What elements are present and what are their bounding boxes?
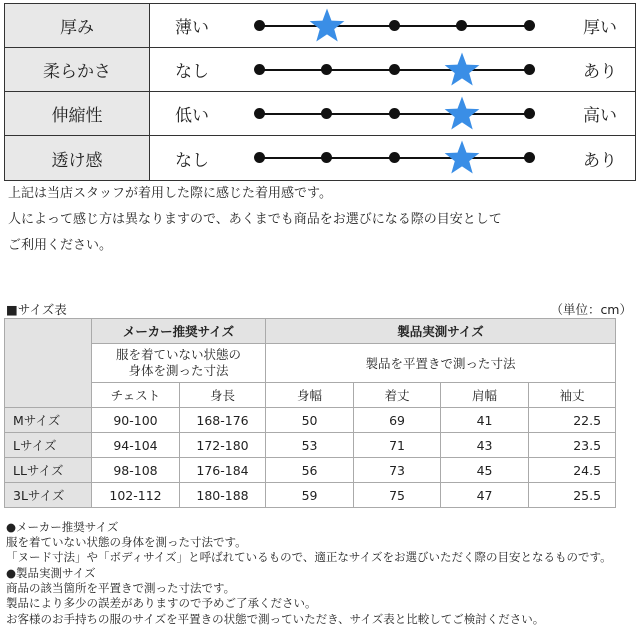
- texture-attribute-label: 柔らかさ: [5, 48, 150, 91]
- scale-dot: [389, 64, 400, 75]
- scale-min-label: なし: [175, 150, 209, 171]
- texture-chart: [4, 3, 636, 181]
- scale-dot: [254, 152, 265, 163]
- scale-dot: [524, 64, 535, 75]
- column-header: 肩幅: [441, 383, 529, 408]
- table-row: [5, 483, 616, 508]
- scale-max-label: 高い: [583, 106, 617, 126]
- texture-attribute-label: 透け感: [5, 136, 150, 180]
- scale-min-label: なし: [175, 62, 209, 82]
- footnote-line: 商品の該当箇所を平置きで測った寸法です。: [6, 581, 236, 595]
- footnote-line: 製品により多少の誤差がありますので予めご了承ください。: [6, 596, 317, 610]
- footnote-line: 「ヌード寸法」や「ボディサイズ」と呼ばれているもので、適正なサイズをお選びいただく際の目安となるものです。: [6, 550, 612, 564]
- scale-dot: [389, 108, 400, 119]
- star-marker-icon: [443, 95, 481, 133]
- size-table: [4, 318, 616, 508]
- scale-dot: [524, 108, 535, 119]
- footnote-heading: ●メーカー推奨サイズ: [6, 520, 119, 534]
- footnote-line: お客様のお手持ちの服のサイズを平置きの状態で測っていただき、サイズ表と比較してご検討ください。: [6, 612, 545, 626]
- shoulder-value: 41: [441, 408, 529, 433]
- column-header: 身長: [180, 383, 266, 408]
- column-header: チェスト: [92, 383, 180, 408]
- scale-dot: [456, 20, 467, 31]
- shoulder-value: 47: [441, 483, 529, 508]
- chest-value: 102-112: [92, 483, 180, 508]
- maker-size-description: 服を着ていない状態の身体を測った寸法: [92, 344, 266, 383]
- scale-dot: [321, 108, 332, 119]
- width-value: 50: [266, 408, 354, 433]
- length-value: 73: [354, 458, 441, 483]
- scale-max-label: あり: [583, 150, 617, 171]
- maker-size-header: メーカー推奨サイズ: [92, 319, 266, 344]
- length-value: 71: [354, 433, 441, 458]
- height-value: 180-188: [180, 483, 266, 508]
- scale-min-label: 薄い: [175, 18, 209, 38]
- actual-size-description: 製品を平置きで測った寸法: [266, 344, 616, 383]
- scale-dot: [254, 108, 265, 119]
- scale-max-label: あり: [583, 62, 617, 82]
- texture-attribute-label: 厚み: [5, 4, 150, 47]
- table-row: [5, 458, 616, 483]
- size-label: 3Lサイズ: [5, 483, 92, 508]
- chest-value: 98-108: [92, 458, 180, 483]
- texture-attribute-label: 伸縮性: [5, 92, 150, 135]
- sleeve-value: 22.5: [529, 408, 616, 433]
- texture-row: [5, 92, 635, 136]
- column-header: 袖丈: [529, 383, 616, 408]
- feel-note-line: ご利用ください。: [8, 238, 113, 253]
- texture-row: [5, 48, 635, 92]
- size-table-unit: （単位：cm）: [550, 302, 632, 317]
- table-row: [5, 433, 616, 458]
- star-marker-icon: [443, 51, 481, 89]
- sleeve-value: 25.5: [529, 483, 616, 508]
- sleeve-value: 23.5: [529, 433, 616, 458]
- height-value: 172-180: [180, 433, 266, 458]
- scale-dot: [524, 152, 535, 163]
- width-value: 56: [266, 458, 354, 483]
- height-value: 168-176: [180, 408, 266, 433]
- scale-dot: [389, 20, 400, 31]
- feel-note-line: 人によって感じ方は異なりますので、あくまでも商品をお選びになる際の目安として: [8, 212, 502, 227]
- scale-dot: [254, 64, 265, 75]
- size-corner-cell: [5, 319, 92, 408]
- scale-min-label: 低い: [175, 106, 209, 126]
- chest-value: 90-100: [92, 408, 180, 433]
- column-header: 身幅: [266, 383, 354, 408]
- feel-note-line: 上記は当店スタッフが着用した際に感じた着用感です。: [8, 186, 332, 201]
- footnote-line: 服を着ていない状態の身体を測った寸法です。: [6, 535, 247, 549]
- scale-dot: [321, 64, 332, 75]
- footnote-heading: ●製品実測サイズ: [6, 566, 96, 580]
- size-label: Lサイズ: [5, 433, 92, 458]
- size-label: Mサイズ: [5, 408, 92, 433]
- length-value: 75: [354, 483, 441, 508]
- actual-size-header: 製品実測サイズ: [266, 319, 616, 344]
- chest-value: 94-104: [92, 433, 180, 458]
- shoulder-value: 45: [441, 458, 529, 483]
- shoulder-value: 43: [441, 433, 529, 458]
- column-header: 着丈: [354, 383, 441, 408]
- width-value: 53: [266, 433, 354, 458]
- length-value: 69: [354, 408, 441, 433]
- table-row: [5, 408, 616, 433]
- scale-dot: [254, 20, 265, 31]
- height-value: 176-184: [180, 458, 266, 483]
- size-table-title: ■サイズ表: [6, 302, 67, 317]
- scale-dot: [389, 152, 400, 163]
- size-label: LLサイズ: [5, 458, 92, 483]
- scale-dot: [524, 20, 535, 31]
- texture-row: [5, 136, 635, 180]
- width-value: 59: [266, 483, 354, 508]
- sleeve-value: 24.5: [529, 458, 616, 483]
- scale-max-label: 厚い: [583, 18, 617, 38]
- scale-dot: [321, 152, 332, 163]
- texture-row: [5, 4, 635, 48]
- star-marker-icon: [443, 139, 481, 177]
- star-marker-icon: [308, 7, 346, 45]
